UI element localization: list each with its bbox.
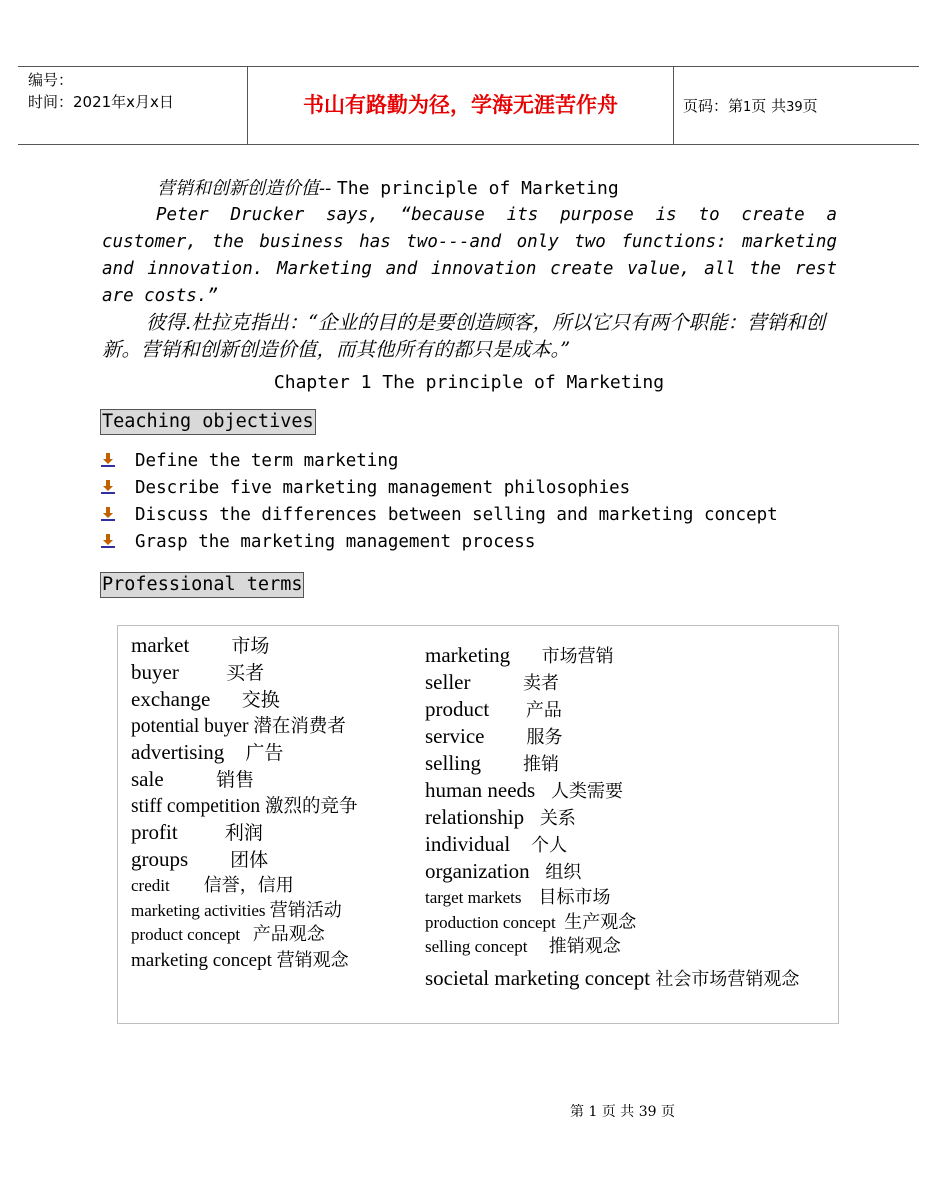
term-chinese: 组织 <box>545 862 582 883</box>
term-row <box>131 899 357 924</box>
page-total: 39 <box>786 100 803 115</box>
term-gap <box>164 767 217 791</box>
objective-text: Define the term marketing <box>135 451 399 471</box>
list-item <box>101 451 778 478</box>
arrow-bullet-icon <box>101 533 115 547</box>
term-english: product concept <box>131 925 241 944</box>
page-current: 1 <box>743 100 752 115</box>
term-gap <box>481 751 523 775</box>
terms-column-left <box>131 633 357 974</box>
chapter-title: Chapter 1 The principle of Marketing <box>273 372 665 393</box>
term-row <box>425 778 820 805</box>
term-row <box>425 670 820 697</box>
term-row <box>131 794 357 820</box>
teaching-objectives-heading: Teaching objectives <box>100 409 316 435</box>
term-row <box>425 751 820 778</box>
term-english: human needs <box>425 778 536 802</box>
subtitle-en: The principle of Marketing <box>336 178 619 199</box>
term-chinese: 推销观念 <box>548 936 621 957</box>
term-chinese: 人类需要 <box>550 781 623 802</box>
term-chinese: 营销观念 <box>276 949 349 971</box>
term-row <box>131 923 357 948</box>
header-page-number <box>683 95 818 116</box>
term-english: relationship <box>425 805 525 829</box>
term-row <box>425 886 820 911</box>
term-chinese: 激烈的竞争 <box>264 796 358 817</box>
term-chinese: 社会市场营销观念 <box>655 968 800 990</box>
term-chinese: 目标市场 <box>538 887 611 908</box>
term-chinese: 卖者 <box>522 673 559 694</box>
term-row <box>425 643 820 670</box>
term-chinese: 利润 <box>224 822 263 844</box>
term-chinese: 市场营销 <box>541 646 614 667</box>
term-english: target markets <box>425 888 522 907</box>
term-gap <box>484 724 526 748</box>
objective-text: Grasp the marketing management process <box>135 532 536 552</box>
term-english: sale <box>131 767 164 791</box>
term-chinese: 销售 <box>216 769 255 791</box>
header-divider <box>673 67 674 144</box>
term-english: individual <box>425 832 511 856</box>
term-row <box>131 660 357 687</box>
term-row <box>131 633 357 660</box>
term-gap <box>530 859 546 883</box>
term-english: selling concept <box>425 937 528 956</box>
term-chinese: 营销活动 <box>269 899 342 921</box>
term-chinese: 团体 <box>230 849 269 871</box>
page-label-mid: 页 共 <box>751 97 787 115</box>
term-row <box>131 820 357 847</box>
term-chinese: 关系 <box>539 808 576 829</box>
term-gap <box>189 633 231 657</box>
term-row <box>425 966 820 993</box>
term-english: groups <box>131 847 189 871</box>
term-english: credit <box>131 876 170 895</box>
term-gap <box>489 697 526 721</box>
term-chinese: 服务 <box>526 727 563 748</box>
term-chinese: 交换 <box>241 689 280 711</box>
term-gap <box>210 687 242 711</box>
term-gap <box>224 740 245 764</box>
term-row <box>131 714 357 740</box>
term-chinese: 生产观念 <box>564 911 637 933</box>
term-english: stiff competition <box>131 796 261 817</box>
term-english: market <box>131 633 190 657</box>
document-subtitle <box>157 174 619 200</box>
term-gap <box>179 660 226 684</box>
term-english: marketing activities <box>131 900 266 920</box>
term-english: production concept <box>425 912 556 932</box>
term-english: organization <box>425 859 530 883</box>
professional-terms-heading: Professional terms <box>100 572 304 598</box>
subtitle-cn: 营销和创新创造价值-- <box>157 178 337 199</box>
term-english: seller <box>425 670 471 694</box>
term-chinese: 买者 <box>226 662 265 684</box>
term-chinese: 市场 <box>231 635 270 657</box>
term-gap <box>470 670 523 694</box>
term-row <box>131 948 357 974</box>
term-chinese: 产品观念 <box>252 924 325 945</box>
term-row <box>131 874 357 899</box>
term-gap <box>510 643 542 667</box>
term-row <box>425 859 820 886</box>
term-gap <box>188 847 230 871</box>
term-chinese: 产品 <box>525 700 562 721</box>
page-label-prefix: 页码：第 <box>683 97 744 115</box>
term-english: exchange <box>131 687 211 711</box>
term-english: profit <box>131 820 178 844</box>
objective-text: Discuss the differences between selling and marketing concept <box>135 505 778 525</box>
term-english: potential buyer <box>131 716 249 737</box>
list-item <box>101 478 778 505</box>
term-gap <box>556 913 565 932</box>
drucker-quote-cn: 彼得.杜拉克指出：“企业的目的是要创造顾客，所以它只有两个职能：营销和创新。营销和创新创造价值，而其他所有的都只是成本。” <box>102 311 826 361</box>
terms-box <box>117 625 839 1024</box>
drucker-quote-en: Peter Drucker says, “because its purpose is to create a customer, the business has two---and only two functions: marketing and innovation. Marketing and innovation create value, all the rest are costs.” <box>102 205 837 306</box>
term-english: marketing <box>425 643 511 667</box>
terms-column-right <box>425 643 820 993</box>
term-english: buyer <box>131 660 179 684</box>
objective-text: Describe five marketing management philosophies <box>135 478 631 498</box>
term-row <box>425 832 820 859</box>
term-english: selling <box>425 751 481 775</box>
term-english: advertising <box>131 740 225 764</box>
time-label: 时间：2021年x月x日 <box>28 93 174 111</box>
page-label-suffix: 页 <box>802 97 818 115</box>
term-row <box>425 805 820 832</box>
arrow-bullet-icon <box>101 506 115 520</box>
term-gap <box>170 876 204 895</box>
arrow-bullet-icon <box>101 452 115 466</box>
term-gap <box>178 820 225 844</box>
number-label: 编号： <box>28 71 74 89</box>
term-row <box>425 724 820 751</box>
term-chinese: 信誉，信用 <box>203 875 294 896</box>
term-chinese: 推销 <box>523 754 559 775</box>
term-gap <box>527 937 548 956</box>
term-english: societal marketing concept <box>425 965 651 990</box>
header-motto: 书山有路勤为径，学海无涯苦作舟 <box>303 93 618 117</box>
term-gap <box>240 925 253 944</box>
term-english: marketing concept <box>131 949 272 971</box>
term-row <box>425 697 820 724</box>
term-english: service <box>425 724 485 748</box>
term-gap <box>524 805 540 829</box>
term-row <box>131 740 357 767</box>
term-english: product <box>425 697 490 721</box>
term-row <box>131 687 357 714</box>
list-item <box>101 505 778 532</box>
term-gap <box>510 832 531 856</box>
term-gap <box>535 778 551 802</box>
list-item <box>101 532 778 559</box>
term-chinese: 个人 <box>531 835 568 856</box>
header-meta <box>28 69 174 113</box>
term-row <box>131 767 357 794</box>
term-row <box>425 911 820 936</box>
term-row <box>131 847 357 874</box>
page-header <box>18 66 919 145</box>
term-gap <box>521 888 538 907</box>
term-row <box>425 935 820 960</box>
objectives-list <box>101 451 778 559</box>
term-chinese: 广告 <box>245 742 284 764</box>
page-footer: 第 1 页 共 39 页 <box>570 1104 675 1120</box>
term-chinese: 潜在消费者 <box>253 716 346 737</box>
arrow-bullet-icon <box>101 479 115 493</box>
